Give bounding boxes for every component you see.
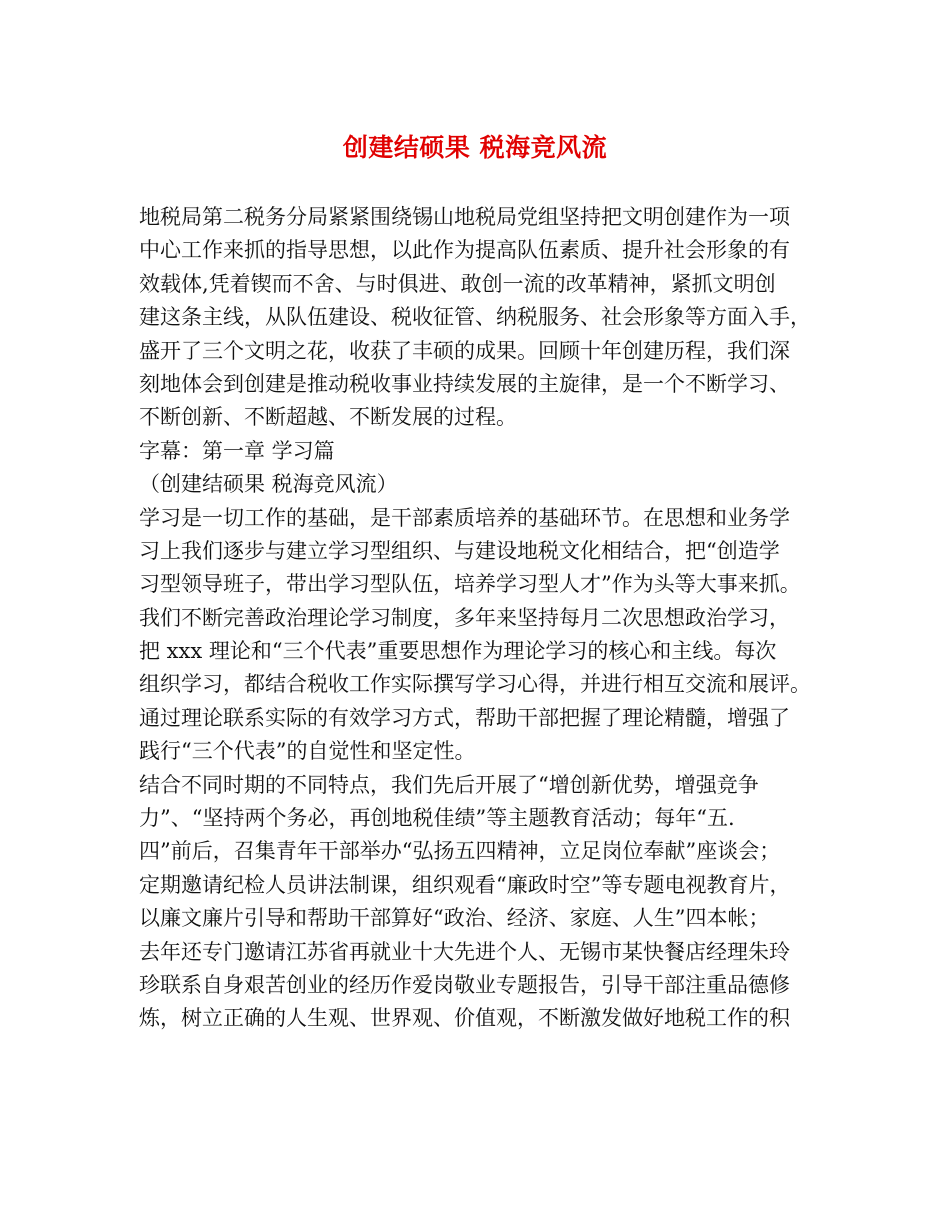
body-line: 我们不断完善政治理论学习制度，多年来坚持每月二次思想政治学习，: [139, 605, 790, 630]
body-line: 践行“三个代表”的自觉性和坚定性。: [139, 739, 476, 764]
body-line: 通过理论联系实际的有效学习方式，帮助干部把握了理论精髓，增强了: [139, 705, 790, 730]
body-line: 把 xxx 理论和“三个代表”重要思想作为理论学习的核心和主线。每次: [139, 639, 777, 664]
body-line: 效载体,凭着锲而不舍、与时俱进、敢创一流的改革精神，紧抓文明创: [139, 271, 776, 296]
body-line: 习上我们逐步与建立学习型组织、与建设地税文化相结合，把“创造学: [139, 538, 780, 563]
document-title: 创建结硕果 税海竞风流: [342, 133, 608, 162]
body-line: 组织学习，都结合税收工作实际撰写学习心得，并进行相互交流和展评。: [139, 672, 811, 697]
body-line: 珍联系自身艰苦创业的经历作爱岗敬业专题报告，引导干部注重品德修: [139, 972, 790, 997]
body-line: 刻地体会到创建是推动税收事业持续发展的主旋律，是一个不断学习、: [139, 371, 790, 396]
body-line: 习型领导班子，带出学习型队伍，培养学习型人才”作为头等大事来抓。: [139, 572, 801, 597]
body-line: 建这条主线，从队伍建设、税收征管、纳税服务、社会形象等方面入手，: [139, 305, 811, 330]
body-line: 地税局第二税务分局紧紧围绕锡山地税局党组坚持把文明创建作为一项: [139, 205, 790, 229]
body-line: 以廉文廉片引导和帮助干部算好“政治、经济、家庭、人生”四本帐；: [139, 906, 770, 931]
body-line: 四”前后，召集青年干部举办“弘扬五四精神，立足岗位奉献”座谈会；: [139, 839, 781, 864]
body-line: 学习是一切工作的基础，是干部素质培养的基础环节。在思想和业务学: [139, 505, 790, 530]
body-line: 结合不同时期的不同特点，我们先后开展了“增创新优势，增强竞争: [139, 772, 759, 797]
body-line: 去年还专门邀请江苏省再就业十大先进个人、无锡市某快餐店经理朱玲: [139, 939, 790, 964]
body-line: 字幕：第一章 学习篇: [139, 438, 335, 463]
body-line: 中心工作来抓的指导思想，以此作为提高队伍素质、提升社会形象的有: [139, 238, 790, 263]
body-line: （创建结硕果 税海竞风流）: [139, 472, 398, 497]
body-line: 盛开了三个文明之花，收获了丰硕的成果。回顾十年创建历程，我们深: [139, 338, 790, 363]
body-line: 不断创新、不断超越、不断发展的过程。: [139, 405, 517, 430]
document-body: [139, 201, 829, 1036]
body-line: 定期邀请纪检人员讲法制课，组织观看“廉政时空”等专题电视教育片，: [139, 872, 791, 897]
body-line: 力”、“坚持两个务必，再创地税佳绩”等主题教育活动；每年“五.: [139, 806, 735, 831]
body-line: 炼，树立正确的人生观、世界观、价值观，不断激发做好地税工作的积: [139, 1006, 790, 1031]
